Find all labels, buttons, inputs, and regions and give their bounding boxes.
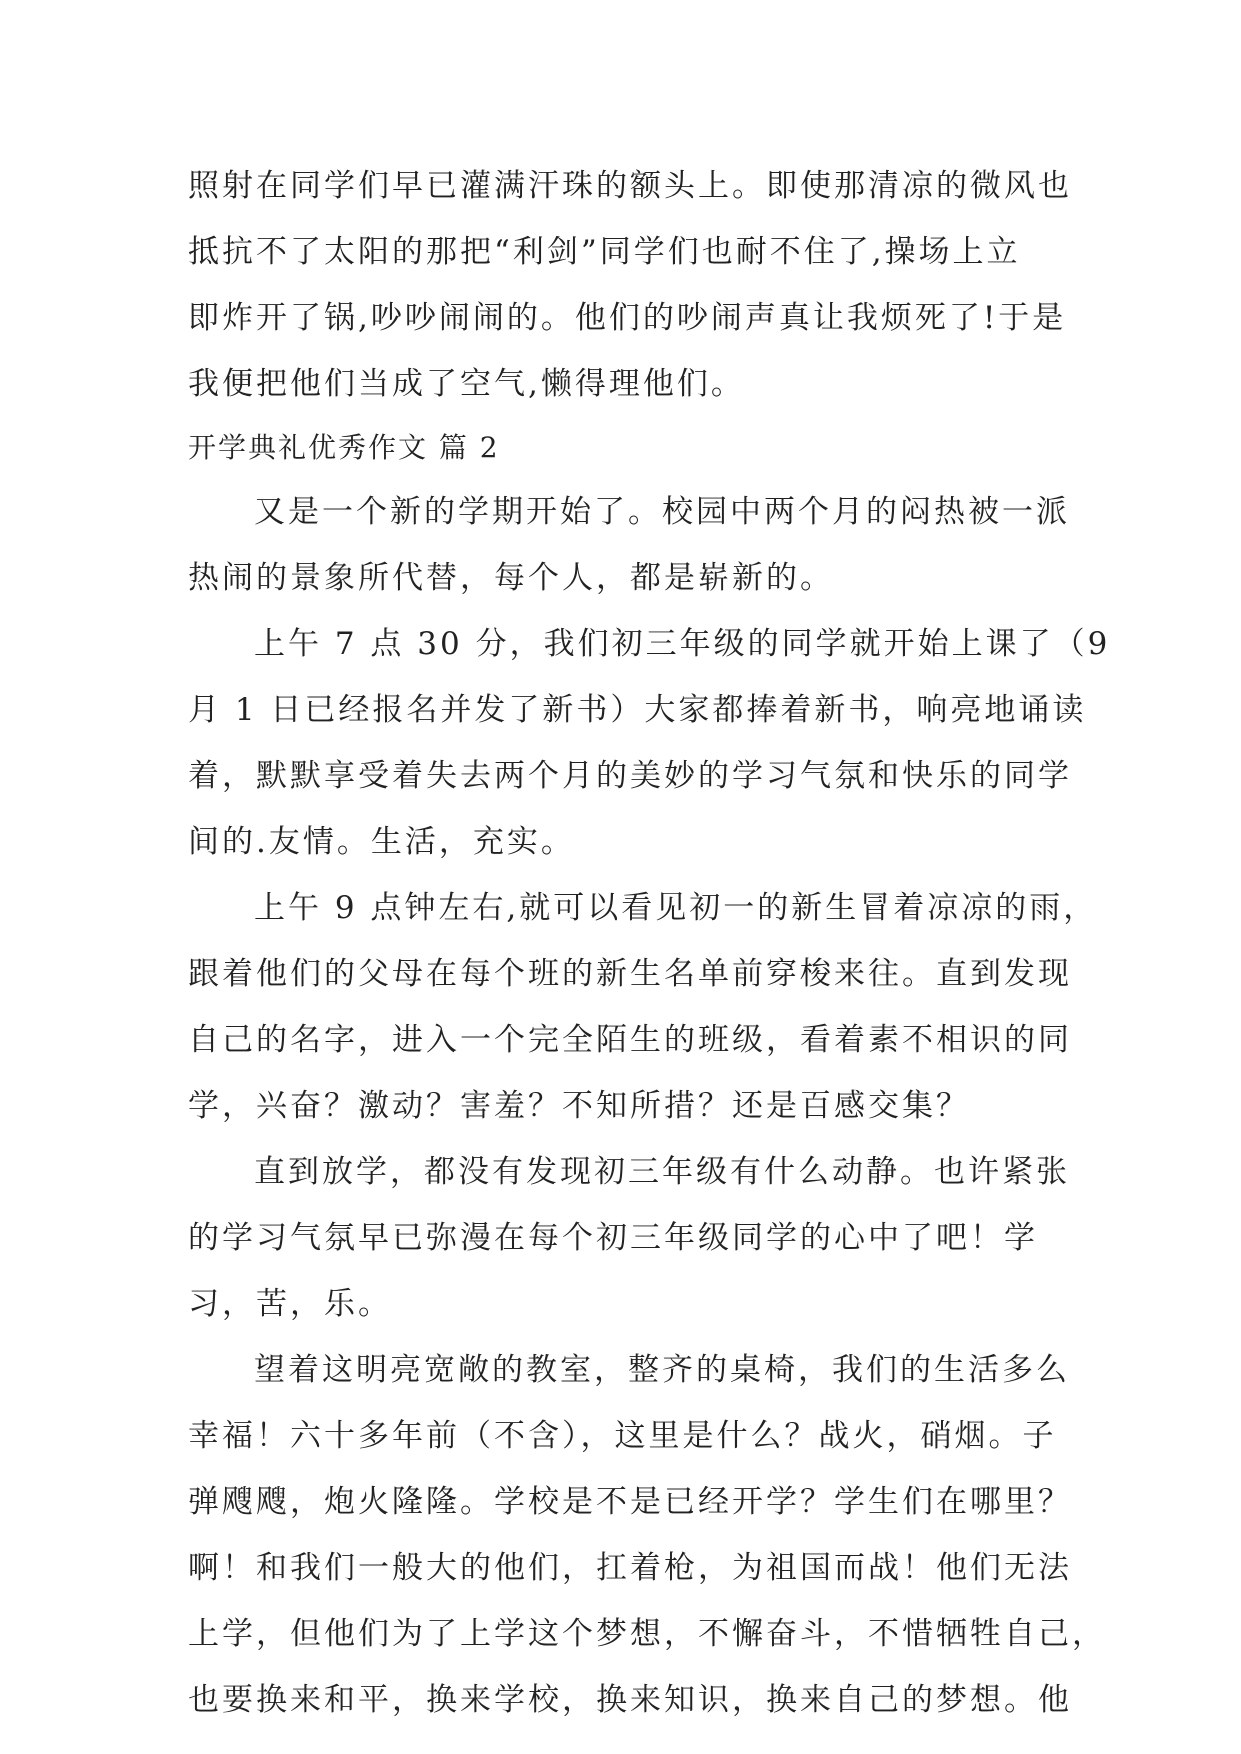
text-line: 的学习气氛早已弥漫在每个初三年级同学的心中了吧！学: [188, 1220, 1038, 1256]
paragraph-start-line: 又是一个新的学期开始了。校园中两个月的闷热被一派: [254, 494, 1070, 530]
text-line: 月 1 日已经报名并发了新书）大家都捧着新书，响亮地诵读: [188, 692, 1087, 728]
paragraph-start-line: 望着这明亮宽敞的教室，整齐的桌椅，我们的生活多么: [254, 1352, 1070, 1388]
text-line: 习，苦，乐。: [188, 1286, 392, 1322]
section-heading: 开学典礼优秀作文 篇 2: [188, 431, 500, 464]
text-line: 跟着他们的父母在每个班的新生名单前穿梭来往。直到发现: [188, 956, 1072, 992]
paragraph-start-line: 直到放学，都没有发现初三年级有什么动静。也许紧张: [254, 1154, 1070, 1190]
text-line: 幸福！六十多年前（不含），这里是什么？战火，硝烟。子: [188, 1418, 1057, 1454]
paragraph-start-line: 上午 9 点钟左右,就可以看见初一的新生冒着凉凉的雨，: [254, 890, 1098, 926]
paragraph-start-line: 上午 7 点 30 分，我们初三年级的同学就开始上课了（9: [254, 626, 1111, 662]
text-line: 上学，但他们为了上学这个梦想，不懈奋斗，不惜牺牲自己，: [188, 1616, 1106, 1652]
document-body: [188, 153, 1111, 1733]
text-line: 照射在同学们早已灌满汗珠的额头上。即使那清凉的微风也: [188, 168, 1072, 204]
text-line: 抵抗不了太阳的那把“利剑”同学们也耐不住了,操场上立: [188, 234, 1021, 270]
text-line: 弹飕飕，炮火隆隆。学校是不是已经开学？学生们在哪里？: [188, 1484, 1072, 1520]
text-line: 即炸开了锅,吵吵闹闹的。他们的吵闹声真让我烦死了!于是: [188, 300, 1067, 336]
text-line: 自己的名字，进入一个完全陌生的班级，看着素不相识的同: [188, 1022, 1072, 1058]
text-line: 我便把他们当成了空气,懒得理他们。: [188, 366, 745, 402]
text-line: 热闹的景象所代替，每个人，都是崭新的。: [188, 560, 834, 596]
text-line: 着，默默享受着失去两个月的美妙的学习气氛和快乐的同学: [188, 758, 1072, 794]
text-line: 学，兴奋？激动？害羞？不知所措？还是百感交集？: [188, 1088, 970, 1124]
text-line: 啊！和我们一般大的他们，扛着枪，为祖国而战！他们无法: [188, 1550, 1072, 1586]
text-line: 也要换来和平，换来学校，换来知识，换来自己的梦想。他: [188, 1682, 1072, 1718]
text-line: 间的.友情。生活，充实。: [188, 824, 575, 860]
